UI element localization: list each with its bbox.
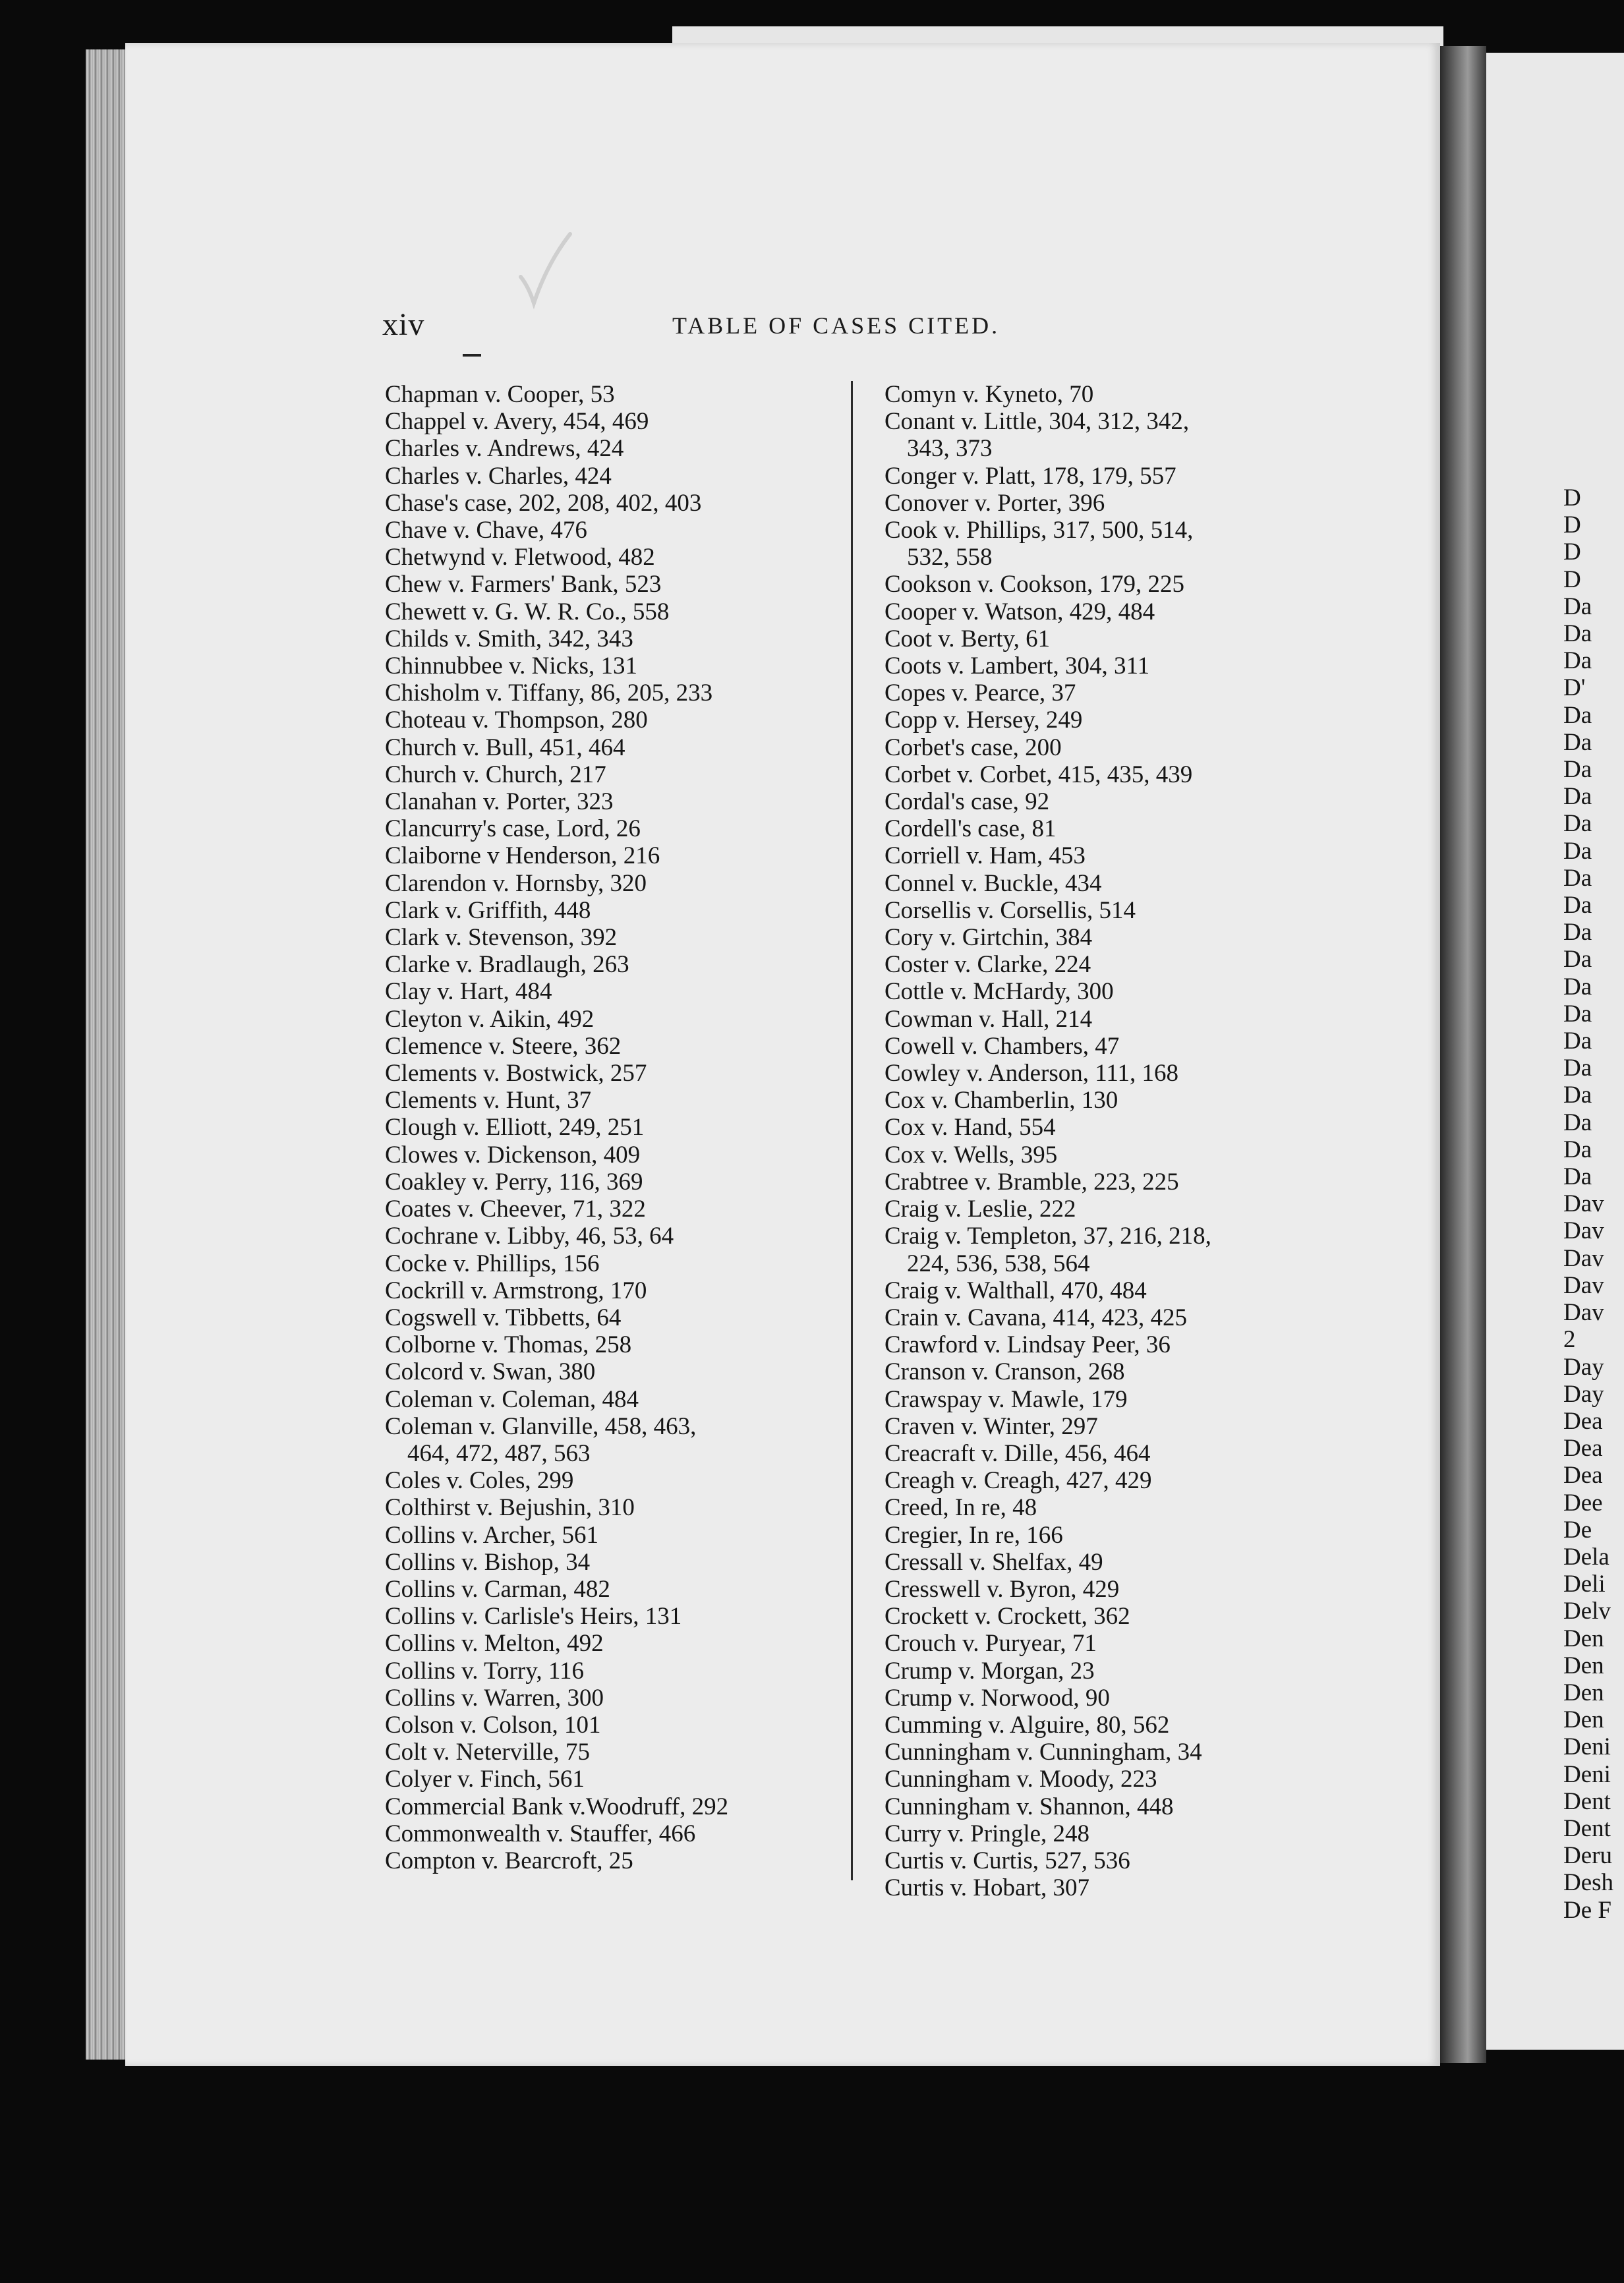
case-entry: Choteau v. Thompson, 280: [385, 707, 648, 734]
case-entry: Collins v. Carman, 482: [385, 1575, 610, 1603]
page-number: xiv: [382, 307, 425, 342]
case-entry: Cook v. Phillips, 317, 500, 514,: [884, 517, 1194, 544]
facing-page-fragment: Da: [1563, 1163, 1592, 1191]
book-gutter: [1440, 46, 1486, 2063]
case-entry: Clough v. Elliott, 249, 251: [385, 1114, 645, 1142]
case-entry: Cox v. Wells, 395: [884, 1141, 1058, 1169]
facing-page-fragment: 2: [1563, 1326, 1576, 1354]
facing-page-fragment: Den: [1563, 1625, 1604, 1652]
facing-page-fragment: Den: [1563, 1652, 1604, 1679]
facing-page-fragment: D: [1563, 565, 1581, 593]
case-entry: Crabtree v. Bramble, 223, 225: [884, 1168, 1179, 1196]
facing-page-fragment: Dela: [1563, 1543, 1610, 1571]
facing-page-fragment: De: [1563, 1516, 1592, 1544]
case-entry: Cowman v. Hall, 214: [884, 1005, 1093, 1033]
facing-page-fragment: Dea: [1563, 1462, 1603, 1489]
case-entry: Creed, In re, 48: [884, 1494, 1037, 1522]
case-entry: Crain v. Cavana, 414, 423, 425: [884, 1304, 1187, 1331]
case-entry: Chappel v. Avery, 454, 469: [385, 408, 649, 436]
case-entry: Cresswell v. Byron, 429: [884, 1575, 1120, 1603]
case-entry: Colyer v. Finch, 561: [385, 1766, 585, 1793]
facing-page-fragment: Desh: [1563, 1869, 1614, 1897]
case-entry: Childs v. Smith, 342, 343: [385, 625, 633, 652]
facing-page-fragment: Day: [1563, 1380, 1604, 1408]
facing-page-fragment: Da: [1563, 1000, 1592, 1027]
case-entry: Compton v. Bearcroft, 25: [385, 1847, 633, 1874]
cases-column-left: [385, 381, 846, 1874]
case-entry: Cowley v. Anderson, 111, 168: [884, 1060, 1179, 1087]
running-title: TABLE OF CASES CITED.: [672, 312, 1000, 339]
facing-page-fragment: Dent: [1563, 1787, 1611, 1815]
case-entry-continuation: 464, 472, 487, 563: [407, 1439, 591, 1467]
facing-page-fragment: D': [1563, 674, 1586, 702]
facing-page-fragment: Deru: [1563, 1842, 1612, 1870]
case-entry: Craig v. Templeton, 37, 216, 218,: [884, 1223, 1211, 1250]
case-entry: Clanahan v. Porter, 323: [385, 788, 614, 816]
case-entry: Cunningham v. Cunningham, 34: [884, 1739, 1202, 1766]
case-entry: Craig v. Leslie, 222: [884, 1196, 1076, 1223]
case-entry-continuation: 224, 536, 538, 564: [907, 1250, 1090, 1277]
case-entry: Coakley v. Perry, 116, 369: [385, 1168, 643, 1196]
facing-page-fragment: Dav: [1563, 1299, 1604, 1327]
case-entry: Corsellis v. Corsellis, 514: [884, 896, 1136, 924]
case-entry: Clay v. Hart, 484: [385, 978, 552, 1006]
facing-page-fragment: Da: [1563, 620, 1592, 648]
case-entry: Cox v. Chamberlin, 130: [884, 1087, 1118, 1114]
facing-page-fragment: Day: [1563, 1353, 1604, 1381]
facing-page-fragment: D: [1563, 511, 1581, 539]
case-entry: Clemence v. Steere, 362: [385, 1032, 622, 1060]
facing-page-fragment: Da: [1563, 919, 1592, 946]
facing-page-fragment: Da: [1563, 701, 1592, 729]
case-entry: Crawford v. Lindsay Peer, 36: [884, 1331, 1171, 1359]
facing-page-fragment: Da: [1563, 1136, 1592, 1163]
case-entry: Cochrane v. Libby, 46, 53, 64: [385, 1223, 674, 1250]
facing-page-fragment: Da: [1563, 728, 1592, 756]
facing-page-fragment: Da: [1563, 783, 1592, 811]
facing-page-fragment: D: [1563, 538, 1581, 566]
facing-page-fragment: Da: [1563, 946, 1592, 973]
case-entry: Chapman v. Cooper, 53: [385, 381, 615, 408]
facing-page-fragment: D: [1563, 484, 1581, 511]
case-entry: Clements v. Bostwick, 257: [385, 1060, 647, 1087]
case-entry: Colcord v. Swan, 380: [385, 1358, 596, 1386]
facing-page-fragment: Da: [1563, 892, 1592, 919]
case-entry: Claiborne v Henderson, 216: [385, 842, 660, 870]
case-entry: Cooper v. Watson, 429, 484: [884, 598, 1155, 625]
facing-page-fragment: Dav: [1563, 1271, 1604, 1299]
facing-page-fragment: Deli: [1563, 1571, 1606, 1598]
page-header: [382, 306, 1437, 346]
case-entry: Corriell v. Ham, 453: [884, 842, 1086, 870]
header-dash: [463, 354, 481, 357]
case-entry: Curtis v. Curtis, 527, 536: [884, 1847, 1130, 1874]
facing-page-fragment: Da: [1563, 864, 1592, 892]
case-entry: Commercial Bank v.Woodruff, 292: [385, 1793, 729, 1820]
case-entry: Cottle v. McHardy, 300: [884, 978, 1114, 1006]
case-entry: Clark v. Stevenson, 392: [385, 924, 618, 952]
facing-page-fragment: Dav: [1563, 1217, 1604, 1245]
case-entry: Charles v. Andrews, 424: [385, 435, 624, 463]
column-divider: [851, 381, 853, 1880]
facing-page-fragment: Den: [1563, 1706, 1604, 1734]
case-entry: Collins v. Melton, 492: [385, 1630, 604, 1658]
case-entry: Coots v. Lambert, 304, 311: [884, 652, 1150, 680]
case-entry: Craig v. Walthall, 470, 484: [884, 1277, 1147, 1304]
case-entry: Conover v. Porter, 396: [884, 489, 1105, 517]
facing-page-fragment: Da: [1563, 756, 1592, 784]
case-entry: Chewett v. G. W. R. Co., 558: [385, 598, 670, 625]
case-entry: Cregier, In re, 166: [884, 1521, 1063, 1549]
case-entry: Cockrill v. Armstrong, 170: [385, 1277, 647, 1304]
facing-page-fragment: Da: [1563, 973, 1592, 1000]
facing-page-fragment: Delv: [1563, 1598, 1611, 1625]
case-entry: Church v. Church, 217: [385, 761, 606, 788]
case-entry: Copp v. Hersey, 249: [884, 707, 1083, 734]
facing-page-fragment: Da: [1563, 647, 1592, 675]
case-entry: Conant v. Little, 304, 312, 342,: [884, 408, 1190, 436]
case-entry: Creacraft v. Dille, 456, 464: [884, 1439, 1151, 1467]
case-entry-continuation: 532, 558: [907, 544, 993, 571]
facing-page-text-fragments: [1563, 484, 1613, 1924]
case-entry: Cressall v. Shelfax, 49: [884, 1548, 1103, 1576]
case-entry: Colborne v. Thomas, 258: [385, 1331, 632, 1359]
case-entry-continuation: 343, 373: [907, 435, 993, 463]
case-entry: Curtis v. Hobart, 307: [884, 1874, 1090, 1902]
facing-page-fragment: Da: [1563, 810, 1592, 838]
facing-page-fragment: Da: [1563, 837, 1592, 865]
facing-page-fragment: Deni: [1563, 1760, 1611, 1788]
facing-page-fragment: Den: [1563, 1679, 1604, 1706]
case-entry: Curry v. Pringle, 248: [884, 1820, 1090, 1847]
case-entry: Coles v. Coles, 299: [385, 1467, 574, 1495]
case-entry: Chetwynd v. Fletwood, 482: [385, 544, 655, 571]
case-entry: Creagh v. Creagh, 427, 429: [884, 1467, 1152, 1495]
case-entry: Clancurry's case, Lord, 26: [385, 815, 641, 843]
facing-page-fragment: Da: [1563, 1055, 1592, 1082]
pencil-check-mark: [514, 231, 573, 310]
case-entry: Clark v. Griffith, 448: [385, 896, 591, 924]
facing-page-fragment: Da: [1563, 1109, 1592, 1136]
facing-page-fragment: Da: [1563, 592, 1592, 620]
case-entry: Cranson v. Cranson, 268: [884, 1358, 1125, 1386]
case-entry: Corbet's case, 200: [884, 734, 1062, 761]
case-entry: Chinnubbee v. Nicks, 131: [385, 652, 637, 680]
case-entry: Collins v. Bishop, 34: [385, 1548, 591, 1576]
cases-column-right: [884, 381, 1346, 1901]
case-entry: Comyn v. Kyneto, 70: [884, 381, 1094, 408]
case-entry: Chew v. Farmers' Bank, 523: [385, 571, 662, 598]
facing-page-fragment: Deni: [1563, 1733, 1611, 1761]
case-entry: Crump v. Norwood, 90: [884, 1684, 1110, 1712]
facing-page-fragment: Dea: [1563, 1407, 1603, 1435]
facing-page-fragment: Dee: [1563, 1489, 1603, 1517]
case-entry: Cogswell v. Tibbetts, 64: [385, 1304, 622, 1331]
case-entry: Crockett v. Crockett, 362: [884, 1603, 1130, 1631]
case-entry: Cordell's case, 81: [884, 815, 1057, 843]
case-entry: Coates v. Cheever, 71, 322: [385, 1196, 646, 1223]
case-entry: Chase's case, 202, 208, 402, 403: [385, 489, 702, 517]
case-entry: Colson v. Colson, 101: [385, 1711, 601, 1739]
case-entry: Coot v. Berty, 61: [884, 625, 1051, 652]
case-entry: Coleman v. Glanville, 458, 463,: [385, 1412, 697, 1440]
facing-page-fragment: Dea: [1563, 1435, 1603, 1462]
case-entry: Colthirst v. Bejushin, 310: [385, 1494, 635, 1522]
case-entry: Clements v. Hunt, 37: [385, 1087, 592, 1114]
case-entry: Cory v. Girtchin, 384: [884, 924, 1093, 952]
case-entry: Clowes v. Dickenson, 409: [385, 1141, 641, 1169]
case-entry: Commonwealth v. Stauffer, 466: [385, 1820, 696, 1847]
facing-page-fragment: Dav: [1563, 1244, 1604, 1272]
case-entry: Colt v. Neterville, 75: [385, 1739, 591, 1766]
case-entry: Connel v. Buckle, 434: [884, 869, 1102, 897]
case-entry: Coster v. Clarke, 224: [884, 951, 1091, 979]
case-entry: Copes v. Pearce, 37: [884, 679, 1076, 707]
case-entry: Crouch v. Puryear, 71: [884, 1630, 1097, 1658]
case-entry: Cunningham v. Shannon, 448: [884, 1793, 1174, 1820]
case-entry: Crump v. Morgan, 23: [884, 1657, 1095, 1685]
case-entry: Cowell v. Chambers, 47: [884, 1032, 1120, 1060]
facing-page-fragment: Da: [1563, 1027, 1592, 1055]
case-entry: Corbet v. Corbet, 415, 435, 439: [884, 761, 1193, 788]
case-entry: Cunningham v. Moody, 223: [884, 1766, 1157, 1793]
case-entry: Conger v. Platt, 178, 179, 557: [884, 462, 1176, 490]
case-entry: Craven v. Winter, 297: [884, 1412, 1098, 1440]
case-entry: Cleyton v. Aikin, 492: [385, 1005, 594, 1033]
case-entry: Cookson v. Cookson, 179, 225: [884, 571, 1185, 598]
case-entry: Crawspay v. Mawle, 179: [884, 1385, 1128, 1413]
facing-page-fragment: Da: [1563, 1082, 1592, 1109]
case-entry: Collins v. Torry, 116: [385, 1657, 584, 1685]
case-entry: Collins v. Carlisle's Heirs, 131: [385, 1603, 682, 1631]
case-entry: Church v. Bull, 451, 464: [385, 734, 625, 761]
case-entry: Cocke v. Phillips, 156: [385, 1250, 600, 1277]
case-entry: Charles v. Charles, 424: [385, 462, 612, 490]
facing-page-fragment: Dent: [1563, 1814, 1611, 1842]
case-entry: Chisholm v. Tiffany, 86, 205, 233: [385, 679, 713, 707]
case-entry: Collins v. Archer, 561: [385, 1521, 598, 1549]
facing-page-fragment: Dav: [1563, 1190, 1604, 1218]
case-entry: Cordal's case, 92: [884, 788, 1050, 816]
case-entry: Coleman v. Coleman, 484: [385, 1385, 639, 1413]
facing-page-fragment: De F: [1563, 1896, 1611, 1924]
case-entry: Chave v. Chave, 476: [385, 517, 587, 544]
case-entry: Collins v. Warren, 300: [385, 1684, 604, 1712]
case-entry: Cox v. Hand, 554: [884, 1114, 1056, 1142]
case-entry: Cumming v. Alguire, 80, 562: [884, 1711, 1170, 1739]
case-entry: Clarendon v. Hornsby, 320: [385, 869, 647, 897]
case-entry: Clarke v. Bradlaugh, 263: [385, 951, 629, 979]
